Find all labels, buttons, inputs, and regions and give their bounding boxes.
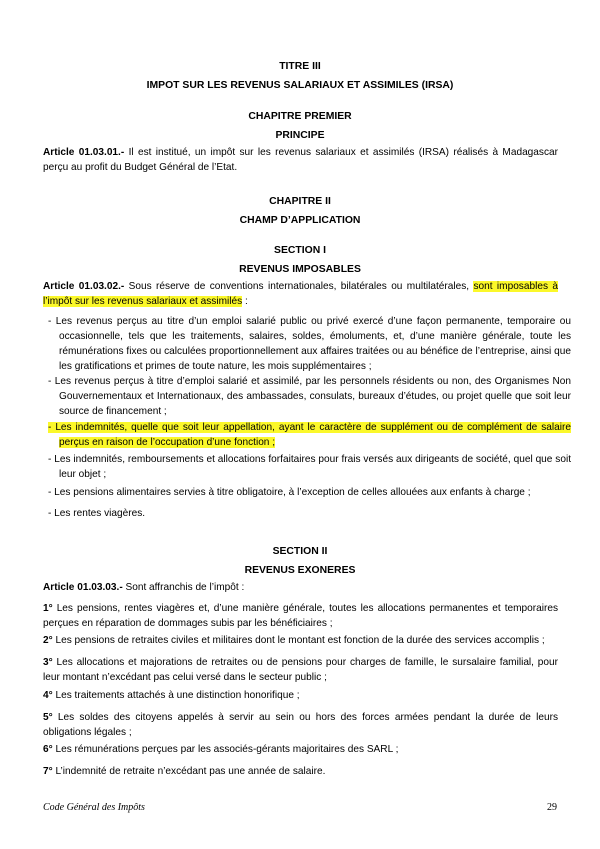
article-01-03-02: [43, 279, 558, 309]
article-label: Article 01.03.01.-: [43, 147, 125, 158]
chapitre1-subtitle: PRINCIPE: [275, 130, 325, 141]
section1-title: SECTION I: [274, 245, 326, 256]
section2-title: SECTION II: [272, 546, 328, 557]
article-label: Article 01.03.03.-: [43, 582, 123, 593]
list-item: - Les revenus perçus à titre d’emploi salarié et assimilé, par les personnels résidents ou non, des Organismes Non Gouvernementaux et Internationaux, des ambassades, consulats, bureaux d’études, ou projet quelle que soit leur source de financement ;: [48, 376, 571, 417]
list-item: [43, 601, 558, 631]
item-number: 4°: [43, 690, 53, 701]
article-text: Sont affranchis de l’impôt :: [122, 582, 245, 593]
item-number: 5°: [43, 712, 53, 723]
list-item: [43, 633, 558, 648]
footer-title: Code Général des Impôts: [43, 802, 145, 813]
list-item: - Les pensions alimentaires servies à titre obligatoire, à l’exception de celles allouées aux enfants à charge ;: [48, 487, 531, 498]
item-number: 6°: [43, 744, 53, 755]
chapitre2-title: CHAPITRE II: [269, 196, 331, 207]
list-item-highlighted: [48, 420, 571, 450]
chapitre2-subtitle: CHAMP D’APPLICATION: [239, 215, 361, 226]
list-item: - Les indemnités, remboursements et allocations forfaitaires pour frais versés aux dirigeants de société, quel que soit leur objet ;: [48, 454, 571, 480]
list-item: - Les rentes viagères.: [48, 508, 146, 519]
item-text: Les soldes des citoyens appelés à servir au sein ou hors des forces armées pendant la durée de leurs obligations légales ;: [43, 712, 558, 738]
section2-heading: [0, 545, 600, 577]
chapitre2-heading: [0, 195, 600, 227]
item-number: 1°: [43, 603, 53, 614]
list-item: - Les revenus perçus au titre d’un emploi salarié public ou privé exercé d’une façon permanente, temporaire ou occasionnelle, tels que les traitements, salaires, soldes, émoluments, et, d’une manière générale, toute les rémunérations fixes ou calculées proportionnellement aux affaires traitées ou au bénéfice de l’entreprise, ainsi que les gratifications et primes de toute nature, les mois supplémentaires ;: [48, 316, 571, 372]
item-number: 2°: [43, 635, 53, 646]
item-text: Les pensions, rentes viagères et, d’une manière générale, toutes les allocations permanentes et temporaires perçues en réparation de dommages subis par les bénéficiaires ;: [43, 603, 558, 629]
page-number: 29: [547, 802, 557, 813]
item-text: Les pensions de retraites civiles et militaires dont le montant est fonction de la durée des services accomplis ;: [52, 635, 545, 646]
article-label: Article 01.03.02.-: [43, 281, 125, 292]
highlighted-text: sont imposables à l’impôt sur les revenus salariaux et assimilés: [43, 281, 558, 307]
section1-subtitle: REVENUS IMPOSABLES: [239, 264, 361, 275]
titre-subtitle: IMPOT SUR LES REVENUS SALARIAUX ET ASSIMILES (IRSA): [146, 80, 454, 91]
item-text: Les allocations et majorations de retraites ou de pensions pour charges de famille, le sursalaire familial, pour leur montant n’excédant pas celui versé dans le secteur public ;: [43, 657, 558, 683]
section2-subtitle: REVENUS EXONERES: [244, 565, 356, 576]
list-item: [43, 688, 558, 703]
item-text: Les traitements attachés à une distinction honorifique ;: [52, 690, 300, 701]
article-01-03-01: [43, 145, 558, 175]
list-item: [43, 710, 558, 740]
titre-title: TITRE III: [279, 61, 321, 72]
chapitre1-heading: [0, 110, 600, 142]
article-text: Sous réserve de conventions internationales, bilatérales ou multilatérales,: [124, 281, 474, 292]
article-01-03-03: [43, 580, 558, 595]
article-text: Il est institué, un impôt sur les revenus salariaux et assimilés (IRSA) réalisés à Madagascar perçu au profit du Budget Général de l’Etat.: [43, 147, 558, 173]
highlighted-text: - Les indemnités, quelle que soit leur appellation, ayant le caractère de supplément ou de complément de salaire perçus en raison de l’occupation d’une fonction ;: [48, 422, 571, 448]
article-text-end: :: [242, 296, 248, 307]
item-number: 3°: [43, 657, 53, 668]
section1-heading: [0, 244, 600, 276]
item-text: Les rémunérations perçues par les associés-gérants majoritaires des SARL ;: [52, 744, 399, 755]
list-item: [43, 764, 558, 779]
item-number: 7°: [43, 766, 53, 777]
list-item: [43, 742, 558, 757]
list-item: [43, 655, 558, 685]
chapitre1-title: CHAPITRE PREMIER: [248, 111, 352, 122]
titre-heading: [0, 60, 600, 92]
item-text: L’indemnité de retraite n’excédant pas une année de salaire.: [52, 766, 326, 777]
